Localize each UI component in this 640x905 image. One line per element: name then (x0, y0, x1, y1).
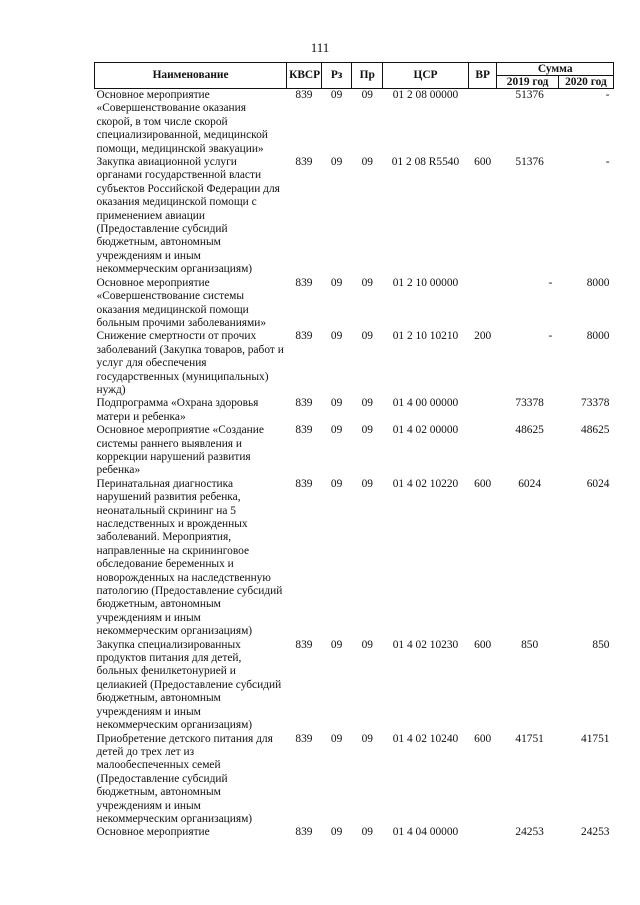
row-kvsr: 839 (295, 330, 313, 343)
row-kvsr: 839 (295, 477, 313, 490)
row-vr: 600 (474, 156, 492, 169)
row-name: Закупка специализированных продуктов питания для детей, больных фенилкетонурией и целиакией (Предоставление субсидий бюджетным, автономным учреждениям и иным некоммерческим организациям) (96, 638, 282, 732)
row-pr: 09 (361, 89, 373, 101)
table-row (95, 424, 614, 478)
header-csr: ЦСР (383, 63, 469, 89)
row-name: Подпрограмма «Охрана здоровья матери и ребенка» (96, 397, 259, 423)
row-name: Закупка авиационной услуги органами государственной власти субъектов Российской Федерации для оказания медицинской помощи с применением авиации (Предоставление субсидий бюджетным, автономным учреждениям и иным некоммерческим организациям) (96, 156, 280, 276)
header-year-2020: 2020 год (558, 76, 613, 89)
row-kvsr: 839 (295, 732, 313, 745)
header-kvsr: КВСР (287, 63, 322, 89)
row-pr: 09 (361, 826, 373, 839)
row-csr: 01 4 04 00000 (392, 826, 459, 839)
row-sum-2019: 41751 (515, 732, 544, 745)
row-csr: 01 4 02 10240 (392, 732, 459, 745)
row-csr: 01 4 02 10230 (392, 638, 459, 651)
table-row (95, 826, 614, 839)
row-rz: 09 (330, 477, 343, 490)
row-pr: 09 (361, 477, 373, 490)
row-sum-2019: 51376 (515, 156, 544, 169)
header-year-2019: 2019 год (497, 76, 558, 89)
row-sum-2020: 41751 (581, 732, 610, 745)
row-vr: 200 (474, 330, 492, 343)
row-pr: 09 (361, 156, 373, 169)
row-name: Основное мероприятие (96, 826, 210, 839)
row-pr: 09 (361, 276, 373, 289)
row-sum-2019: 73378 (515, 397, 544, 410)
row-vr: 600 (474, 477, 492, 490)
row-name: Основное мероприятие «Создание системы раннего выявления и коррекции нарушений развития ребенка» (96, 424, 264, 477)
table-row (95, 397, 614, 424)
row-csr: 01 2 10 00000 (392, 276, 459, 289)
row-csr: 01 4 02 10220 (392, 477, 459, 490)
header-name: Наименование (95, 63, 287, 89)
row-sum-2019: 51376 (515, 89, 544, 101)
table-row (95, 639, 614, 733)
row-vr (468, 424, 497, 478)
row-kvsr: 839 (295, 638, 313, 651)
row-rz: 09 (330, 89, 343, 101)
row-pr: 09 (361, 397, 373, 410)
row-rz: 09 (330, 156, 343, 169)
row-sum-2020: 8000 (586, 330, 610, 343)
row-rz: 09 (330, 276, 343, 289)
row-sum-2019: - (548, 276, 553, 289)
row-csr: 01 4 00 00000 (392, 397, 459, 410)
table-row (95, 277, 614, 331)
budget-table (94, 62, 614, 840)
row-sum-2019: 24253 (515, 826, 544, 839)
row-sum-2020: 850 (592, 638, 610, 651)
table-row (95, 330, 614, 397)
table-body (95, 89, 614, 840)
row-sum-2020: - (605, 89, 610, 101)
row-rz: 09 (330, 330, 343, 343)
row-vr (468, 397, 497, 424)
row-kvsr: 839 (295, 156, 313, 169)
row-csr: 01 4 02 00000 (392, 424, 459, 437)
row-rz: 09 (330, 732, 343, 745)
row-sum-2019: 48625 (515, 424, 544, 437)
row-sum-2020: 24253 (581, 826, 610, 839)
row-sum-2020: 73378 (581, 397, 610, 410)
row-vr (468, 826, 497, 839)
row-vr: 600 (474, 638, 492, 651)
row-name: Приобретение детского питания для детей до трех лет из малообеспеченных семей (Предоставление субсидий бюджетным, автономным учреждениям и иным некоммерческим организациям) (96, 732, 273, 825)
row-sum-2020: 6024 (586, 477, 610, 490)
row-vr (468, 89, 497, 157)
row-rz: 09 (330, 397, 343, 410)
row-kvsr: 839 (295, 89, 313, 101)
row-sum-2020: 8000 (586, 276, 610, 289)
row-name: Основное мероприятие «Совершенствование системы оказания медицинской помощи больным прочими заболеваниями» (96, 276, 267, 329)
row-pr: 09 (361, 424, 373, 437)
row-rz: 09 (330, 424, 343, 437)
table-row (95, 478, 614, 639)
row-kvsr: 839 (295, 276, 313, 289)
row-vr (468, 277, 497, 331)
table-row (95, 89, 614, 157)
row-kvsr: 839 (295, 397, 313, 410)
row-csr: 01 2 08 R5540 (391, 156, 460, 169)
row-rz: 09 (330, 638, 343, 651)
row-sum-2020: 48625 (581, 424, 610, 437)
row-sum-2020: - (605, 156, 610, 169)
row-name: Перинатальная диагностика нарушений развития ребенка, неонатальный скрининг на 5 наследственных и врожденных заболеваний. Мероприятия, направленные на скрининговое обследование беременных и новорожденных на наследственную патологию (Предоставление субсидий бюджетным, автономным учреждениям и иным некоммерческим организациям) (96, 477, 283, 638)
row-kvsr: 839 (295, 424, 313, 437)
row-name: Основное мероприятие «Совершенствование оказания скорой, в том числе скорой специализированной, медицинской помощи, медицинской эвакуации» (96, 89, 268, 155)
row-kvsr: 839 (295, 826, 313, 839)
row-csr: 01 2 10 10210 (392, 330, 459, 343)
header-sum: Сумма (497, 63, 614, 76)
row-pr: 09 (361, 330, 373, 343)
row-name: Снижение смертности от прочих заболеваний (Закупка товаров, работ и услуг для обеспечения государственных (муниципальных) нужд) (96, 330, 284, 396)
row-sum-2019: 850 (521, 638, 539, 651)
row-vr: 600 (474, 732, 492, 745)
header-vr: ВР (468, 63, 497, 89)
table-row (95, 156, 614, 277)
table-row (95, 733, 614, 827)
row-pr: 09 (361, 638, 373, 651)
row-sum-2019: - (548, 330, 553, 343)
row-sum-2019: 6024 (518, 477, 542, 490)
header-pr: Пр (352, 63, 383, 89)
header-rz: Рз (321, 63, 352, 89)
row-csr: 01 2 08 00000 (392, 89, 459, 101)
row-rz: 09 (330, 826, 343, 839)
row-pr: 09 (361, 732, 373, 745)
page-number: 111 (310, 40, 330, 55)
